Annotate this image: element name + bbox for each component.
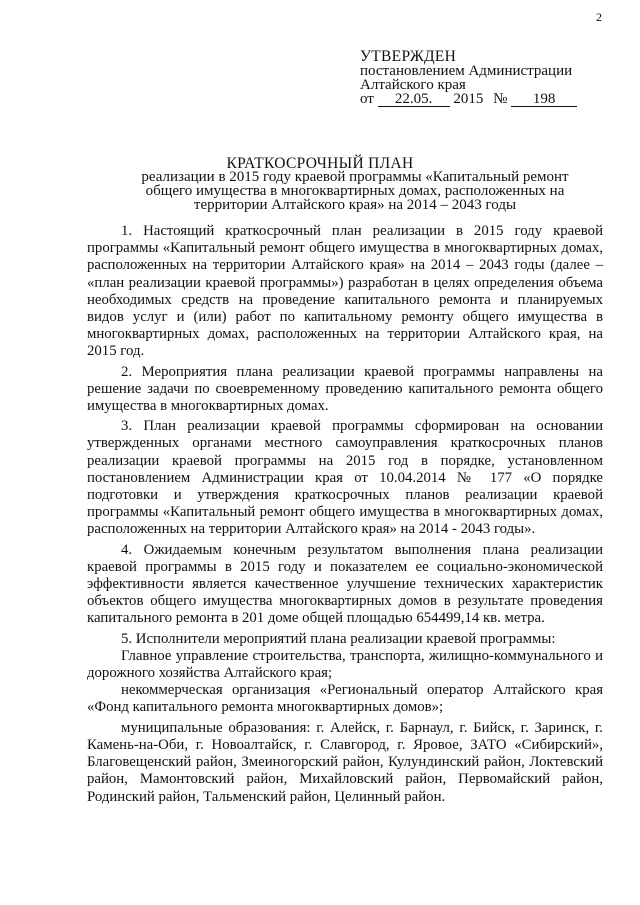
paragraph-4: 4. Ожидаемым конечным результатом выполнения плана реализации краевой программы в 2015 году и показателем ее социально-экономической эффективности является качественное улучшение технических характеристик объектов общего имущества многоквартирных домов в результате проведения капитального ремонта в 201 доме общей площадью 654499,14 кв. метра. (87, 541, 603, 627)
number-sign: № (493, 91, 508, 107)
approval-line-2: Алтайского края (360, 77, 466, 93)
document-subtitle: реализации в 2015 году краевой программы «Капитальный ремонт общего имущества в многоквартирных домах, расположенных на территории Алтайского края» на 2014 – 2043 годы (141, 169, 569, 213)
paragraph-6: Главное управление строительства, транспорта, жилищно-коммунального и дорожного хозяйства Алтайского края; (87, 647, 603, 682)
page-number: 2 (596, 10, 602, 24)
decree-number: 198 (511, 93, 577, 107)
paragraph-8: муниципальные образования: г. Алейск, г. Барнаул, г. Бийск, г. Заринск, г. Камень-на-Оби, г. Новоалтайск, г. Славгород, г. Яровое, ЗАТО «Сибирский», Благовещенский район, Змеиногорский район, Кулундинский район, Локтевский район, Мамонтовский район, Михайловский район, Первомайский район, Родинский район, Тальменский район, Целинный район. (87, 719, 603, 805)
paragraph-5: 5. Исполнители мероприятий плана реализации краевой программы: (121, 630, 556, 647)
approval-date-line (360, 92, 600, 107)
paragraph-3: 3. План реализации краевой программы сформирован на основании утвержденных органами местного самоуправления краткосрочных планов реализации краевой программы на 2015 год в порядке, установленном постановлением Администрации края от 10.04.2014 № 177 «О порядке подготовки и утверждения краткосрочных планов реализации краевой программы «Капитальный ремонт общего имущества в многоквартирных домах, расположенных на территории Алтайского края» на 2014 - 2043 годы». (87, 418, 603, 538)
paragraph-1: 1. Настоящий краткосрочный план реализации в 2015 году краевой программы «Капитальный ремонт общего имущества в многоквартирных домах, расположенных на территории Алтайского края» на 2014 – 2043 годы (далее – «план реализации краевой программы») разработан в целях определения объема необходимых средств на проведение капитального ремонта и планируемых видов услуг и (или) работ по капитальному ремонту общего имущества в многоквартирных домах, расположенных на территории Алтайского края, на 2015 год. (87, 223, 603, 360)
document-body (87, 223, 603, 806)
date-year: 2015 (453, 91, 484, 107)
approval-line-1: постановлением Администрации (360, 63, 573, 79)
paragraph-2: 2. Мероприятия плана реализации краевой программы направлены на решение задачи по своевременному проведению капитального ремонта общего имущества в многоквартирных домах. (87, 363, 603, 415)
approval-stamp (360, 50, 600, 107)
paragraph-7: некоммерческая организация «Региональный оператор Алтайского края «Фонд капитального ремонта многоквартирных домов»; (87, 682, 603, 716)
approval-title: УТВЕРЖДЕН (360, 48, 457, 65)
document-title: КРАТКОСРОЧНЫЙ ПЛАН (226, 155, 414, 172)
date-day-month: 22.05. (378, 93, 450, 107)
date-prefix: от (360, 91, 374, 107)
